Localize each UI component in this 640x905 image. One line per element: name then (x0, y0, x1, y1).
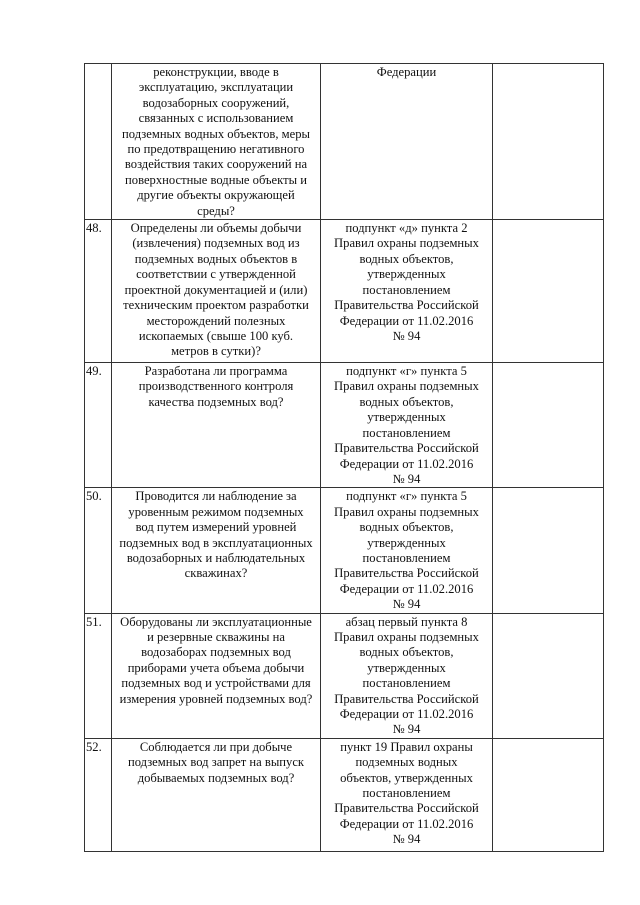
legal-reference-cell (321, 64, 493, 220)
reference-line: Правительства Российской (334, 441, 479, 456)
reference-line: Правительства Российской (334, 298, 479, 313)
answer-cell (493, 613, 604, 738)
reference-line: Правил охраны подземных (334, 236, 479, 251)
question-line: и резервные скважины на (147, 629, 285, 644)
question-line: воздействия таких сооружений на (124, 157, 308, 172)
reference-line: подпункт «д» пункта 2 (345, 221, 468, 236)
question-line: соответствии с утвержденной (136, 267, 296, 282)
answer-cell (493, 220, 604, 363)
reference-line: № 94 (392, 722, 421, 737)
reference-line: № 94 (392, 832, 421, 847)
reference-line: подпункт «г» пункта 5 (346, 489, 467, 504)
answer-cell (493, 64, 604, 220)
reference-line: постановлением (362, 786, 451, 801)
question-line: связанных с использованием (138, 111, 294, 126)
reference-line: Федерации от 11.02.2016 (339, 313, 474, 328)
question-line: (извлечения) подземных вод из (132, 236, 300, 251)
reference-line: постановлением (362, 550, 451, 565)
row-number-cell: 52. (85, 738, 112, 851)
reference-line: Федерации от 11.02.2016 (339, 456, 474, 471)
question-line: водозаборах подземных вод (141, 645, 291, 660)
row-number-cell: 49. (85, 363, 112, 488)
question-line: вод путем измерений уровней (135, 520, 297, 535)
question-line: Определены ли объемы добычи (130, 221, 302, 236)
question-line: среды? (197, 203, 235, 218)
checklist-table (84, 63, 604, 852)
legal-reference-cell (321, 488, 493, 613)
question-line: техническим проектом разработки (123, 298, 309, 313)
reference-line: водных объектов, (359, 251, 454, 266)
reference-line: объектов, утвержденных (340, 770, 473, 785)
reference-line: пункт 19 Правил охраны (340, 739, 473, 754)
question-line: подземных водных объектов в (134, 251, 298, 266)
question-line: Разработана ли программа (144, 364, 288, 379)
question-line: подземных водных объектов, меры (122, 126, 310, 141)
reference-line: № 94 (392, 471, 421, 486)
question-line: добываемых подземных вод? (137, 770, 295, 785)
reference-line: Правительства Российской (334, 801, 479, 816)
requirement-question-cell (112, 220, 321, 363)
table-row (85, 613, 604, 738)
reference-line: водных объектов, (359, 645, 454, 660)
reference-line: утвержденных (367, 535, 446, 550)
requirement-question-cell (112, 488, 321, 613)
legal-reference-cell (321, 220, 493, 363)
question-line: месторождений полезных (146, 313, 286, 328)
legal-reference-cell (321, 738, 493, 851)
question-line: проектной документацией и (или) (124, 282, 308, 297)
reference-line: утвержденных (367, 410, 446, 425)
legal-reference-cell (321, 363, 493, 488)
requirement-question-cell (112, 613, 321, 738)
reference-line: Федерации от 11.02.2016 (339, 707, 474, 721)
question-line: уровенным режимом подземных (128, 504, 304, 519)
question-line: скважинах? (184, 566, 248, 581)
table-row (85, 220, 604, 363)
question-line: измерения уровней подземных вод? (119, 691, 313, 706)
row-number-cell: 51. (85, 613, 112, 738)
question-line: по предотвращению негативного (127, 142, 305, 157)
question-line: подземных вод запрет на выпуск (127, 755, 305, 770)
checklist-table-body (85, 64, 604, 852)
reference-line: Правительства Российской (334, 691, 479, 706)
reference-line: подпункт «г» пункта 5 (346, 364, 467, 379)
reference-line: Правил охраны подземных (334, 629, 479, 644)
reference-line: постановлением (362, 425, 451, 440)
reference-line: постановлением (362, 676, 451, 691)
question-line: ископаемых (свыше 100 куб. (138, 328, 294, 343)
reference-line: Федерации (376, 65, 437, 79)
row-number-cell: 50. (85, 488, 112, 613)
question-line: Оборудованы ли эксплуатационные (120, 614, 312, 629)
reference-line: подземных водных (355, 755, 458, 770)
answer-cell (493, 488, 604, 613)
question-line: водозаборных сооружений, (142, 95, 290, 110)
reference-line: абзац первый пункта 8 (345, 614, 468, 629)
question-line: приборами учета объема добычи (127, 660, 305, 675)
row-number-cell (85, 64, 112, 220)
answer-cell (493, 738, 604, 851)
reference-line: Правительства Российской (334, 566, 479, 581)
question-line: качества подземных вод? (148, 394, 284, 409)
reference-line: № 94 (392, 597, 421, 612)
table-row (85, 488, 604, 613)
question-line: Соблюдается ли при добыче (139, 739, 293, 754)
table-row (85, 64, 604, 220)
table-row (85, 738, 604, 851)
reference-line: водных объектов, (359, 520, 454, 535)
reference-line: утвержденных (367, 267, 446, 282)
reference-line: Правил охраны подземных (334, 379, 479, 394)
legal-reference-cell (321, 613, 493, 738)
reference-line: Федерации от 11.02.2016 (339, 816, 474, 831)
question-line: водозаборных и наблюдательных (126, 550, 306, 565)
question-line: Проводится ли наблюдение за (135, 489, 297, 504)
question-line: эксплуатацию, эксплуатации (138, 80, 294, 95)
row-number-cell: 48. (85, 220, 112, 363)
reference-line: водных объектов, (359, 394, 454, 409)
requirement-question-cell (112, 64, 321, 220)
reference-line: № 94 (392, 328, 421, 343)
reference-line: Правил охраны подземных (334, 504, 479, 519)
question-line: поверхностные водные объекты и (125, 172, 307, 187)
question-line: подземных вод и устройствами для (121, 676, 311, 691)
question-line: подземных вод в эксплуатационных (119, 535, 313, 550)
requirement-question-cell (112, 363, 321, 488)
question-line: другие объекты окружающей (137, 188, 295, 203)
reference-line: Федерации от 11.02.2016 (339, 581, 474, 596)
question-line: метров в сутки)? (171, 344, 261, 359)
question-line: производственного контроля (138, 379, 294, 394)
requirement-question-cell (112, 738, 321, 851)
reference-line: постановлением (362, 282, 451, 297)
answer-cell (493, 363, 604, 488)
reference-line: утвержденных (367, 660, 446, 675)
table-row (85, 363, 604, 488)
question-line: реконструкции, вводе в (153, 65, 279, 79)
